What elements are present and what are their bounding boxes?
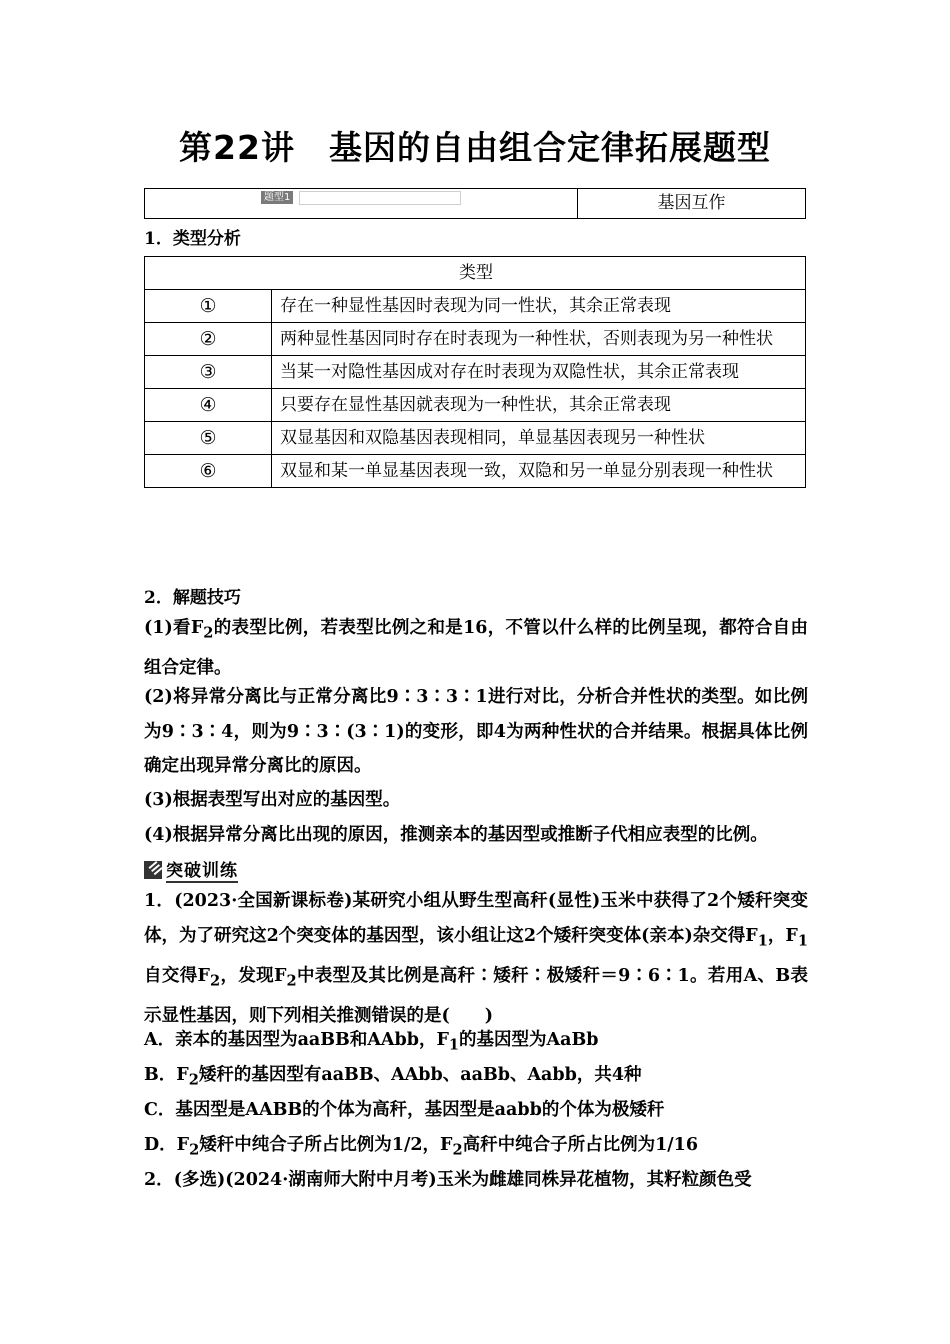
q1-number: 1．	[144, 891, 175, 911]
type-description: 只要存在显性基因就表现为一种性状，其余正常表现	[272, 389, 806, 422]
type-number: ④	[145, 389, 272, 422]
option-d-text-3: 高秆中纯合子所占比例为1/16	[462, 1135, 699, 1155]
option-d[interactable]	[144, 1128, 808, 1168]
tip1-b: 的表型比例，若表型比例之和是16，不管以什么样的比例呈现，都符合自由组合定律。	[144, 618, 808, 678]
q1-sub-3: 2	[209, 972, 221, 989]
table-row	[145, 389, 806, 422]
table-row	[145, 323, 806, 356]
type-number: ⑥	[145, 455, 272, 488]
option-a-sub: 1	[448, 1036, 460, 1054]
q2-source: (多选)(2024·湖南师大附中月考)	[173, 1170, 437, 1190]
option-d-sub-1: 2	[189, 1141, 200, 1159]
section-heading-tips: 2．解题技巧	[144, 588, 241, 608]
type-description: 存在一种显性基因时表现为同一性状，其余正常表现	[272, 290, 806, 323]
section-heading-type-analysis: 1．类型分析	[144, 229, 241, 249]
tip-paragraph-1	[144, 611, 808, 686]
q1-sub-1: 1	[757, 932, 768, 949]
type-description: 双显和某一单显基因表现一致，双隐和另一单显分别表现一种性状	[272, 455, 806, 488]
option-a[interactable]	[144, 1023, 808, 1063]
practice-header	[144, 856, 238, 883]
type-description: 双显基因和双隐基因表现相同，单显基因表现另一种性状	[272, 422, 806, 455]
q1-source: (2023·全国新课标卷)	[174, 891, 353, 911]
table-row	[145, 455, 806, 488]
question-2	[144, 1163, 808, 1198]
q2-text: 玉米为雌雄同株异花植物，其籽粒颜色受	[436, 1170, 752, 1190]
topic-tag-badge: 题型1	[261, 191, 293, 204]
option-b-text-2: 矮秆的基因型有aaBB、AAbb、aaBb、Aabb，共4种	[198, 1065, 642, 1085]
type-number: ③	[145, 356, 272, 389]
table-header: 类型	[145, 257, 806, 290]
question-1	[144, 884, 808, 1033]
tip-paragraph-3: (3)根据表型写出对应的基因型。	[144, 790, 401, 810]
type-number: ①	[145, 290, 272, 323]
topic-banner	[144, 188, 806, 219]
practice-label: 突破训练	[166, 856, 238, 883]
option-d-sub-2: 2	[452, 1141, 463, 1159]
tip1-sub: 2	[203, 624, 214, 642]
pencil-note-icon	[144, 861, 162, 879]
type-description: 当某一对隐性基因成对存在时表现为双隐性状，其余正常表现	[272, 356, 806, 389]
tip1-a: (1)看F	[144, 618, 204, 638]
q1-text-5: 中表型及其比例是高秆∶矮秆∶极矮秆＝9∶6∶1。若用A、B表示显性基因，则下列相关推测错误的是( )	[144, 965, 808, 1026]
page-title: 第22讲 基因的自由组合定律拓展题型	[179, 128, 771, 167]
option-b-sub: 2	[188, 1071, 199, 1089]
tip-paragraph-2: (2)将异常分离比与正常分离比9∶3∶3∶1进行对比，分析合并性状的类型。如比例为9∶3∶4，则为9∶3∶(3∶1)的变形，即4为两种性状的合并结果。根据具体比例确定出现异常分离比的原因。	[144, 687, 808, 776]
q2-number: 2．	[144, 1170, 174, 1190]
option-a-text-2: 的基因型为AaBb	[459, 1030, 599, 1050]
tip-paragraph-4: (4)根据异常分离比出现的原因，推测亲本的基因型或推断子代相应表型的比例。	[144, 825, 768, 845]
type-description: 两种显性基因同时存在时表现为一种性状，否则表现为另一种性状	[272, 323, 806, 356]
option-d-text-2: 矮秆中纯合子所占比例为1/2，F	[199, 1135, 453, 1155]
option-d-text-1: D．F	[144, 1135, 190, 1155]
q1-text-4: ，发现F	[220, 965, 287, 986]
tag-underline-box	[299, 191, 461, 205]
table-row	[145, 422, 806, 455]
type-number: ⑤	[145, 422, 272, 455]
table-row	[145, 290, 806, 323]
option-c[interactable]: C．基因型是AABB的个体为高秆，基因型是aabb的个体为极矮秆	[144, 1100, 665, 1120]
type-number: ②	[145, 323, 272, 356]
table-row	[145, 356, 806, 389]
option-a-text-1: A．亲本的基因型为aaBB和AAbb，F	[144, 1030, 449, 1050]
q1-text-1: 某研究小组从野生型高秆(显性)玉米中获得了2个矮秆突变体，为了研究这2个突变体的基因型，该小组让这2个矮秆突变体(亲本)杂交得F	[144, 891, 808, 946]
topic-title: 基因互作	[657, 193, 726, 213]
option-b[interactable]	[144, 1058, 808, 1098]
table-header-row	[145, 257, 806, 290]
q1-text-3: 自交得F	[144, 965, 210, 986]
q1-sub-4: 2	[286, 972, 297, 989]
q1-sub-2: 1	[797, 932, 808, 949]
type-table	[144, 256, 806, 488]
banner-left-cell	[145, 189, 578, 218]
q1-text-2: ，F	[767, 925, 798, 946]
option-b-text-1: B．F	[144, 1065, 189, 1085]
